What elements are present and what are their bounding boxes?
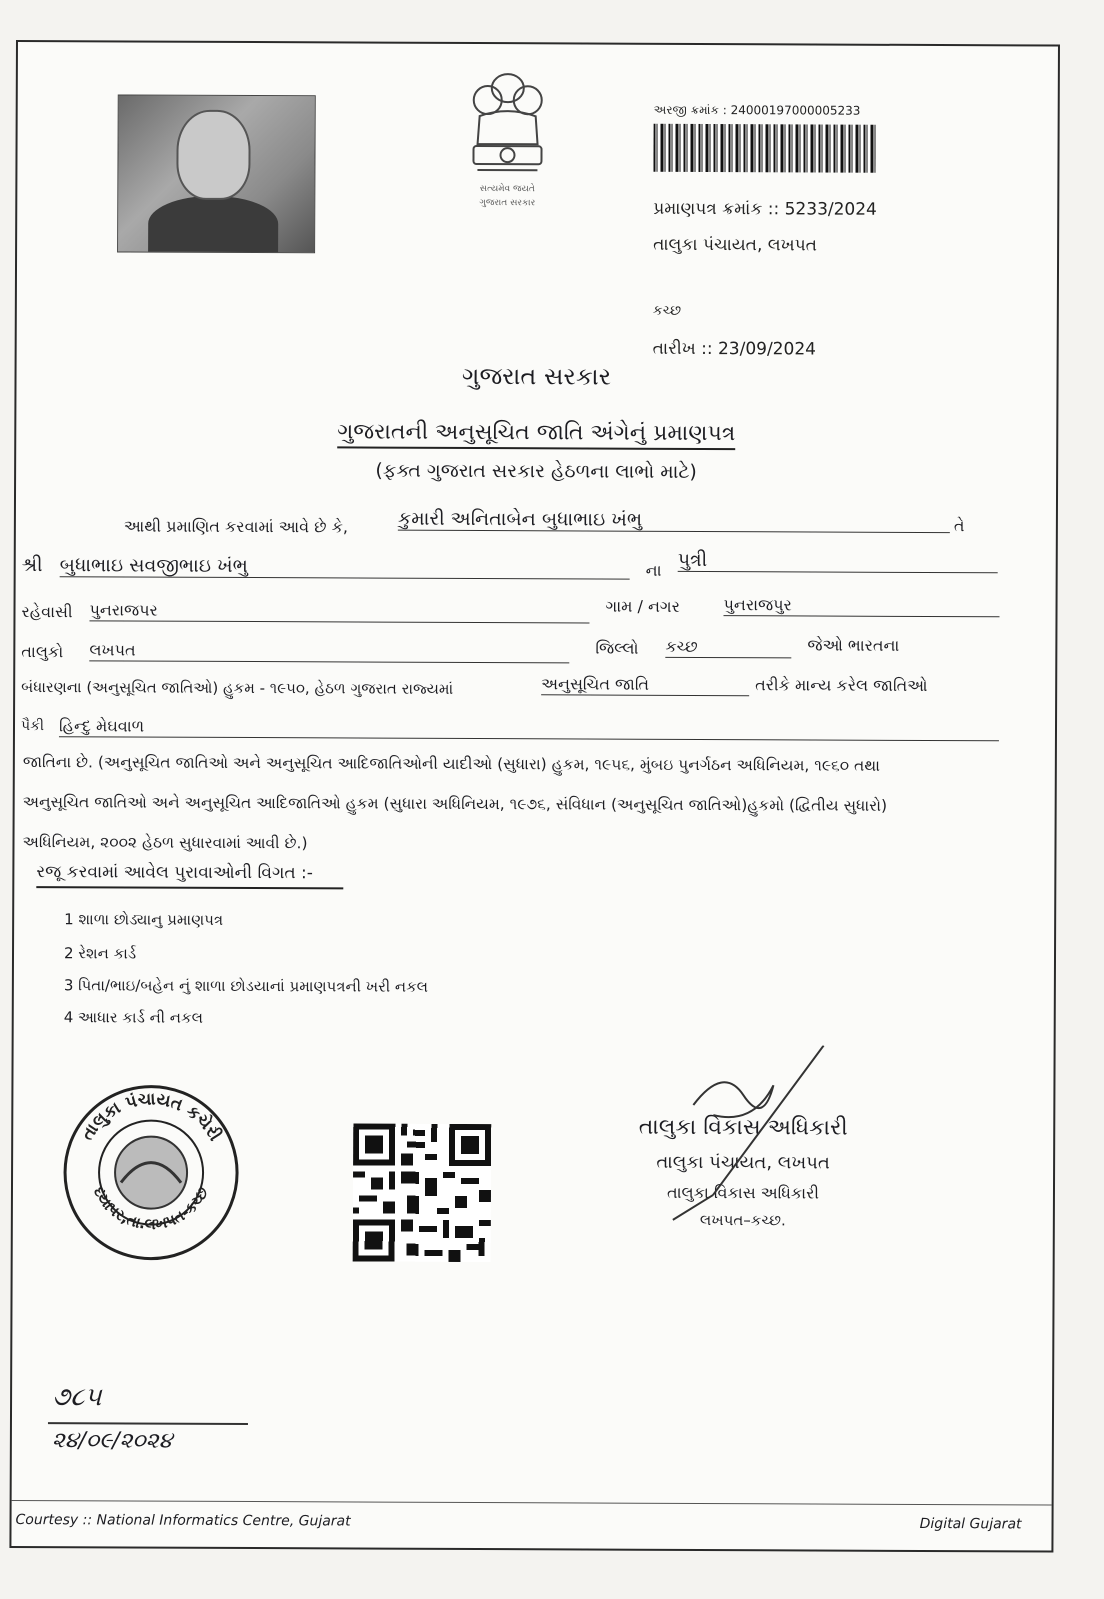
resident-value: પુનરાજપર <box>89 600 589 623</box>
shri-label: શ્રી <box>21 554 43 577</box>
qr-code-icon <box>353 1123 492 1262</box>
signature-title: તાલુકા વિકાસ અધિકારી <box>638 1114 848 1141</box>
photo-body-shape <box>148 196 278 253</box>
applicant-name: કુમારી અનિતાબેન બુધાભાઇ ખંભુ <box>398 508 950 533</box>
na-word: ના <box>645 560 662 580</box>
constitution-text: બંધારણના (અનુસૂચિત જાતિઓ) હુકમ - ૧૯૫૦, હેઠળ ગુજરાત રાજ્યમાં <box>21 678 454 698</box>
handwritten-date: ૨૪/૦૯/૨૦૨૪ <box>51 1428 173 1454</box>
taluka-label: તાલુકો <box>21 642 64 662</box>
district-value: કચ્છ <box>665 637 791 659</box>
photo-face-shape <box>176 110 250 200</box>
handwritten-number: ૭૮૫ <box>52 1382 102 1413</box>
document-item-3: 3 પિતા/ભાઇ/બહેન નું શાળા છોડયાનાં પ્રમાણપત્રની ખરી નકલ <box>63 976 429 996</box>
footer-divider <box>12 1500 1052 1506</box>
document-item-2: 2 રેશન કાર્ડ <box>63 944 137 963</box>
relation: પુત્રી <box>678 549 998 573</box>
certificate-page <box>9 40 1060 1553</box>
signature-designation: તાલુકા વિકાસ અધિકારી <box>666 1182 819 1203</box>
application-number: અરજી ક્રમાંક : 24000197000005233 <box>653 102 861 118</box>
signature-office: તાલુકા પંચાયત, લખપત <box>656 1151 830 1174</box>
office-line: તાલુકા પંચાયત, લખપત <box>653 234 817 256</box>
footer-brand: Digital Gujarat <box>919 1515 1022 1533</box>
national-emblem <box>457 66 558 216</box>
legal-line-1: જાતિના છે. (અનુસૂચિત જાતિઓ અને અનુસૂચિત આદિજાતિઓની યાદીઓ (સુધારા) હુકમ, ૧૯૫૬, મુંબઇ પુનર્ગઠન અધિનિયમ, ૧૯૬૦ તથા <box>22 753 880 775</box>
te-word: તે <box>953 516 965 536</box>
caste-label: પૈકી <box>20 718 45 735</box>
recognised-text: તરીકે માન્ય કરેલ જાતિઓ <box>755 675 928 695</box>
documents-heading: રજૂ કરવામાં આવેલ પુરાવાઓની વિગત :- <box>36 862 343 889</box>
legal-paragraph <box>22 742 1033 866</box>
certify-prefix: આથી પ્રમાણિત કરવામાં આવે છે કે, <box>123 516 349 537</box>
barcode-block <box>653 103 883 173</box>
certificate-number-sep: :: <box>767 199 780 220</box>
govt-title: ગુજરાત સરકાર <box>461 361 612 391</box>
qr-code <box>353 1123 492 1262</box>
village-label: ગામ / નગર <box>605 596 680 616</box>
applicant-photo <box>117 94 316 253</box>
seal-icon <box>61 1082 242 1263</box>
legal-line-3: અધિનિયમ, ૨૦૦૨ હેઠળ સુધારવામાં આવી છે.) <box>22 833 308 853</box>
certificate-note: (ફક્ત ગુજરાત સરકાર હેઠળના લાભો માટે) <box>375 459 697 483</box>
seal-bottom-text: દયાપર,તા.લખપત-કચ્છ <box>89 1184 213 1234</box>
certificate-title-text: ગુજરાતની અનુસૂચિત જાતિ અંગેનું પ્રમાણપત્ર <box>337 419 735 450</box>
district-line: કચ્છ <box>652 302 682 319</box>
document-item-1: 1 શાળા છોડ્યાનુ પ્રમાણપત્ર <box>64 910 224 929</box>
taluka-value: લખપત <box>89 640 569 663</box>
signature-location: લખપત–કચ્છ. <box>699 1210 786 1230</box>
bharat-text: જેઓ ભારતના <box>807 635 900 655</box>
emblem-govt: ગુજરાત સરકાર <box>479 198 536 209</box>
date-line <box>653 339 816 360</box>
date-value: 23/09/2024 <box>717 339 817 360</box>
signature-block <box>613 1115 873 1230</box>
emblem-motto: સત્યમેવ જયતે <box>479 184 535 195</box>
seal-top-text: તાલુકા પંચાયત કચેરી <box>77 1089 225 1145</box>
ashoka-emblem-icon <box>457 66 558 186</box>
certificate-title <box>16 418 1056 448</box>
certificate-number-label: પ્રમાણપત્ર ક્રમાંક <box>653 198 763 220</box>
handwritten-signature <box>653 1045 834 1236</box>
district-label: જિલ્લો <box>595 638 639 658</box>
certificate-number-line <box>653 199 877 220</box>
caste-value: હિન્દુ મેઘવાળ <box>59 716 999 741</box>
resident-label: રહેવાસી <box>21 602 73 622</box>
document-item-4: 4 આધાર કાર્ડ ની નકલ <box>63 1008 203 1027</box>
father-name: બુધાભાઇ સવજીભાઇ ખંભુ <box>60 554 630 579</box>
date-label: તારીખ :: <box>652 338 713 360</box>
barcode <box>653 124 875 173</box>
handwritten-underline <box>48 1422 248 1425</box>
footer-courtesy: Courtesy :: National Informatics Centre, Gujarat <box>15 1512 351 1530</box>
legal-line-2: અનુસૂચિત જાતિઓ અને અનુસૂચિત આદિજાતિઓ હુકમ (સુધારા અધિનિયમ, ૧૯૭૬, સંવિધાન (અનુસૂચિત જાતિઓ)હુકમો (દ્વિતીય સુધારો) <box>22 793 888 815</box>
certificate-number: 5233/2024 <box>784 199 877 220</box>
official-seal <box>61 1082 242 1263</box>
village-value: પુનરાજપુર <box>723 595 999 617</box>
category-value: અનુસૂચિત જાતિ <box>541 674 749 696</box>
